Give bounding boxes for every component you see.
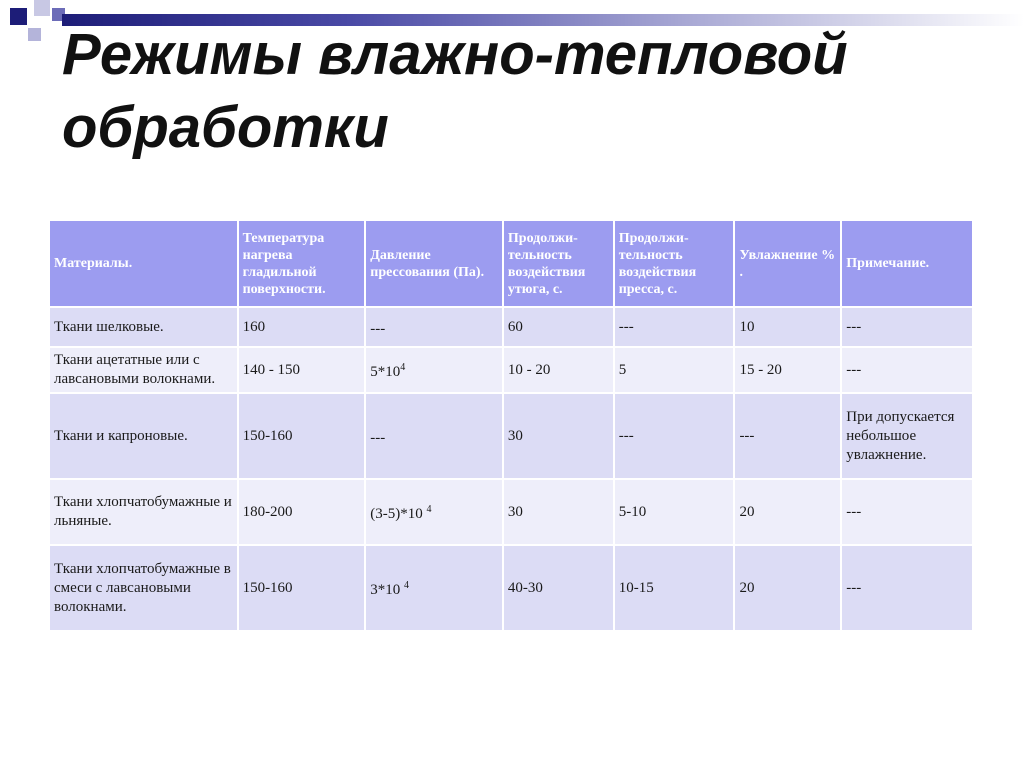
table-row xyxy=(49,347,973,393)
cell-pressure xyxy=(365,393,503,479)
cell-moisture: 20 xyxy=(734,545,841,631)
cell-iron-time: 60 xyxy=(503,307,614,347)
decor-square xyxy=(28,28,41,41)
cell-note: --- xyxy=(841,347,973,393)
ironing-modes-table xyxy=(48,219,974,632)
header-press-time: Продолжи-тельность воздействия пресса, с. xyxy=(614,220,735,307)
cell-temperature: 150-160 xyxy=(238,393,366,479)
pressure-exponent: 4 xyxy=(404,580,410,591)
cell-moisture: 20 xyxy=(734,479,841,545)
pressure-value: 5*10 xyxy=(370,364,401,380)
table-row xyxy=(49,545,973,631)
cell-temperature: 150-160 xyxy=(238,545,366,631)
cell-pressure xyxy=(365,545,503,631)
slide-title: Режимы влажно-тепловой обработки xyxy=(62,22,848,160)
table-row xyxy=(49,307,973,347)
header-pressure: Давление прессования (Па). xyxy=(365,220,503,307)
header-note: Примечание. xyxy=(841,220,973,307)
cell-pressure xyxy=(365,479,503,545)
cell-note: --- xyxy=(841,479,973,545)
pressure-exponent: 4 xyxy=(426,504,432,515)
pressure-value: 3*10 xyxy=(370,582,405,598)
header-materials: Материалы. xyxy=(49,220,238,307)
cell-press-time: --- xyxy=(614,307,735,347)
cell-iron-time: 10 - 20 xyxy=(503,347,614,393)
header-temperature: Температура нагрева гладильной поверхности. xyxy=(238,220,366,307)
cell-material: Ткани хлопчатобумажные и льняные. xyxy=(49,479,238,545)
cell-pressure xyxy=(365,307,503,347)
cell-material: Ткани шелковые. xyxy=(49,307,238,347)
decor-square xyxy=(10,8,27,25)
cell-press-time: --- xyxy=(614,393,735,479)
cell-iron-time: 40-30 xyxy=(503,545,614,631)
table-row xyxy=(49,479,973,545)
header-iron-time: Продолжи-тельность воздействия утюга, с. xyxy=(503,220,614,307)
cell-press-time: 5-10 xyxy=(614,479,735,545)
cell-iron-time: 30 xyxy=(503,479,614,545)
cell-material: Ткани хлопчатобумажные в смеси с лавсановыми волокнами. xyxy=(49,545,238,631)
cell-moisture: 15 - 20 xyxy=(734,347,841,393)
cell-temperature: 160 xyxy=(238,307,366,347)
cell-note: --- xyxy=(841,307,973,347)
header-row xyxy=(49,220,973,307)
cell-moisture: 10 xyxy=(734,307,841,347)
decor-square xyxy=(34,0,50,16)
pressure-value: (3-5)*10 xyxy=(370,506,427,522)
cell-pressure xyxy=(365,347,503,393)
pressure-value: --- xyxy=(370,321,386,337)
cell-press-time: 5 xyxy=(614,347,735,393)
cell-temperature: 180-200 xyxy=(238,479,366,545)
cell-material: Ткани и капроновые. xyxy=(49,393,238,479)
cell-iron-time: 30 xyxy=(503,393,614,479)
cell-note: При допускается небольшое увлажнение. xyxy=(841,393,973,479)
cell-temperature: 140 - 150 xyxy=(238,347,366,393)
pressure-value: --- xyxy=(370,430,386,446)
table-row xyxy=(49,393,973,479)
pressure-exponent: 4 xyxy=(400,362,406,373)
cell-press-time: 10-15 xyxy=(614,545,735,631)
header-moisture: Увлажнение % . xyxy=(734,220,841,307)
cell-moisture: --- xyxy=(734,393,841,479)
cell-note: --- xyxy=(841,545,973,631)
cell-material: Ткани ацетатные или с лавсановыми волокнами. xyxy=(49,347,238,393)
